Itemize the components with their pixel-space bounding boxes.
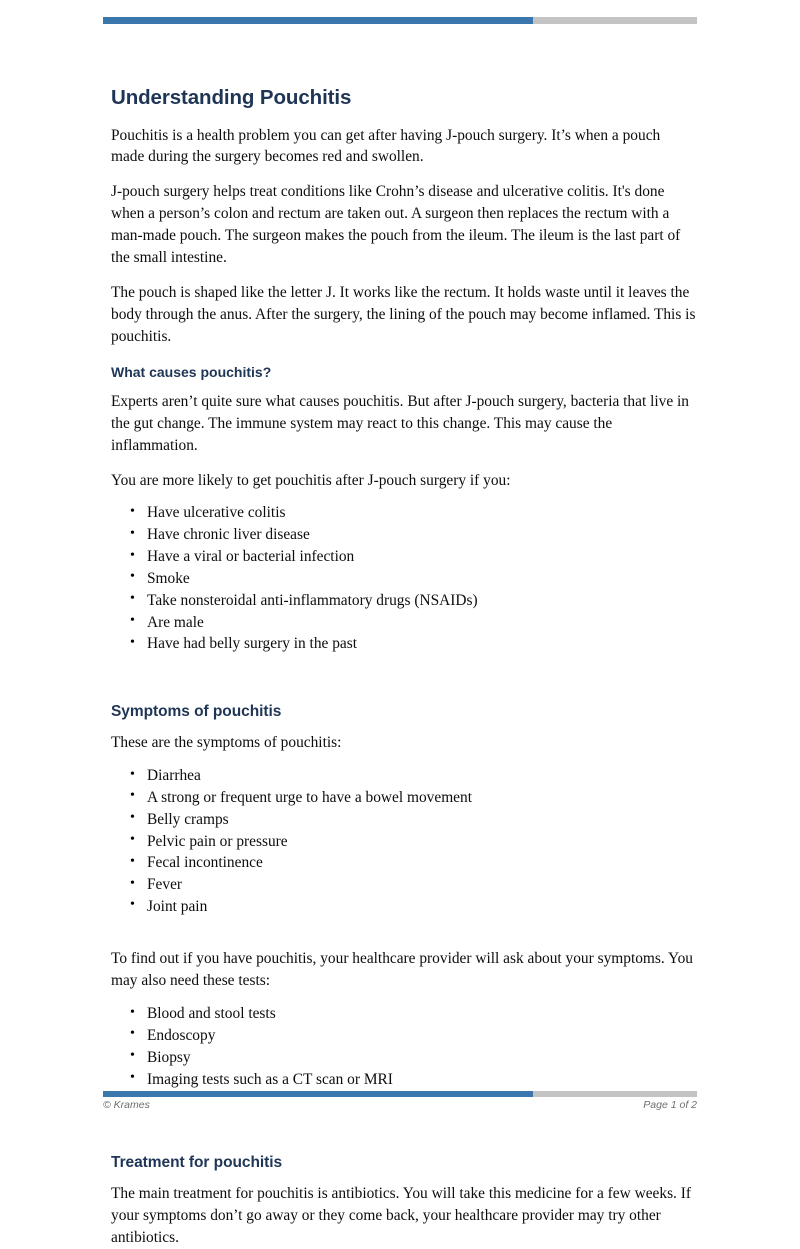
heading-treatment-for-pouchitis: Treatment for pouchitis <box>111 1153 283 1171</box>
intro-paragraph-3: The pouch is shaped like the letter J. It works like the rectum. It holds waste until it leaves the body through the anus. After the surgery, the lining of the pouch may become inflamed. This is pouchitis. <box>111 283 696 345</box>
list-item: • Imaging tests such as a CT scan or MRI <box>147 1071 697 1089</box>
causes-paragraph-2: You are more likely to get pouchitis after J-pouch surgery if you: <box>111 471 511 489</box>
list-item: • Have chronic liver disease <box>147 526 697 544</box>
list-item: • Joint pain <box>147 898 697 916</box>
list-item: • Have had belly surgery in the past <box>147 635 697 653</box>
list-item: • Belly cramps <box>147 811 697 829</box>
list-spacer <box>111 926 697 948</box>
intro-paragraph-2: J-pouch surgery helps treat conditions like Crohn’s disease and ulcerative colitis. It's done when a person’s colon and rectum are taken out. A surgeon then replaces the rectum with a man-made pouch. The surgeon makes the pouch from the ileum. The ileum is the last part of the small intestine. <box>111 183 681 266</box>
list-item: • Take nonsteroidal anti-inflammatory drugs (NSAIDs) <box>147 592 697 610</box>
header-rule-blue-segment <box>103 17 533 24</box>
subheading-what-causes-pouchitis: What causes pouchitis? <box>111 364 272 381</box>
footer-rule-gray-segment <box>533 1091 697 1097</box>
header-rule <box>103 17 697 24</box>
footer-copyright: © Krames <box>103 1099 150 1111</box>
list-item: • A strong or frequent urge to have a bowel movement <box>147 789 697 807</box>
list-item: • Fecal incontinence <box>147 854 697 872</box>
intro-paragraph-1: Pouchitis is a health problem you can get after having J-pouch surgery. It’s when a pouch made during the surgery becomes red and swollen. <box>111 126 661 166</box>
list-item: • Are male <box>147 614 697 632</box>
list-item: • Pelvic pain or pressure <box>147 833 697 851</box>
diagnosis-intro-paragraph: To find out if you have pouchitis, your healthcare provider will ask about your symptoms. You may also need these tests: <box>111 950 693 990</box>
symptoms-intro-paragraph: These are the symptoms of pouchitis: <box>111 734 342 752</box>
page-footer <box>103 1099 697 1111</box>
page-title: Understanding Pouchitis <box>111 86 352 109</box>
heading-symptoms-of-pouchitis: Symptoms of pouchitis <box>111 702 282 720</box>
footer-page-number: Page 1 of 2 <box>643 1099 697 1111</box>
list-item: • Endoscopy <box>147 1027 697 1045</box>
list-item: • Diarrhea <box>147 767 697 785</box>
list-item: • Have ulcerative colitis <box>147 504 697 522</box>
risk-factors-list <box>111 504 697 653</box>
footer-rule <box>103 1091 697 1097</box>
document-content <box>111 86 697 1249</box>
list-item: • Blood and stool tests <box>147 1005 697 1023</box>
list-item: • Fever <box>147 876 697 894</box>
footer-rule-blue-segment <box>103 1091 533 1097</box>
section-spacer <box>111 664 697 686</box>
symptoms-list <box>111 767 697 916</box>
list-item: • Smoke <box>147 570 697 588</box>
list-item: • Biopsy <box>147 1049 697 1067</box>
treatment-paragraph-1: The main treatment for pouchitis is antibiotics. You will take this medicine for a few weeks. If your symptoms don’t go away or they come back, your healthcare provider may try other antibiotics. <box>111 1185 692 1246</box>
causes-paragraph-1: Experts aren’t quite sure what causes pouchitis. But after J-pouch surgery, bacteria that live in the gut change. The immune system may react to this change. This may cause the inflammation. <box>111 392 689 454</box>
tests-list <box>111 1005 697 1089</box>
header-rule-gray-segment <box>533 17 697 24</box>
list-item: • Have a viral or bacterial infection <box>147 548 697 566</box>
